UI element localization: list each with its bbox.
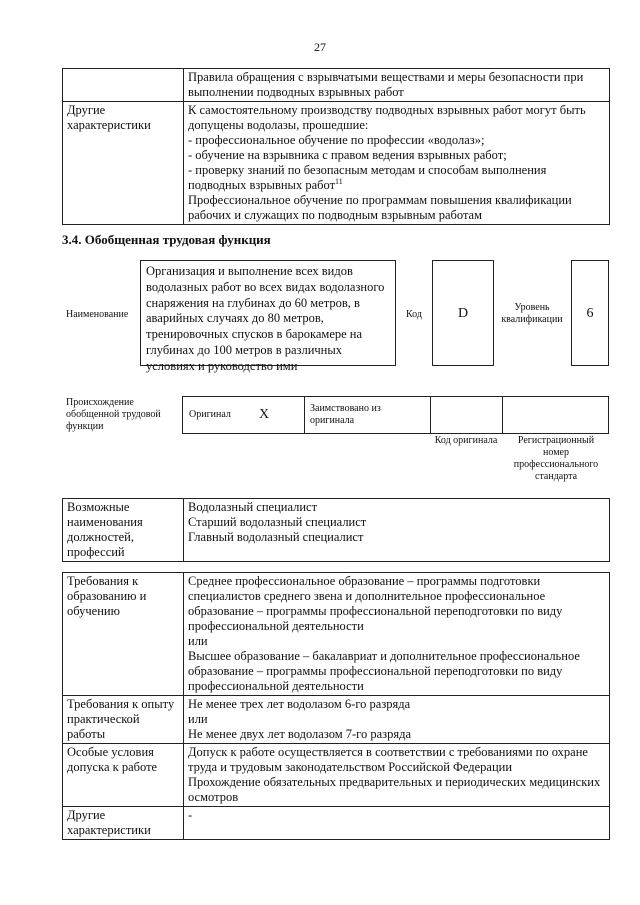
divider — [430, 397, 431, 433]
content-line: Правила обращения с взрывчатыми веществами и меры безопасности при выполнении подводных взрывных работ — [188, 70, 584, 99]
origin-box — [182, 396, 609, 434]
position-item: Водолазный специалист — [188, 500, 318, 514]
original-mark: X — [259, 407, 270, 422]
row-content — [184, 807, 610, 840]
content-line: Допуск к работе осуществляется в соответствии с требованиями по охране труда и трудовым законодательством Российской Федерации — [188, 745, 588, 774]
content-line — [188, 163, 605, 193]
function-name-box: Организация и выполнение всех видов водолазных работ во всех видах водолазного снаряжения на глубинах до 60 метров, в аварийных случаях до 80 метров, тренировочных спусков в барокамере на глубинах до 100 метров в различных условиях и руководство ими — [140, 260, 396, 366]
level-value: 6 — [571, 260, 609, 366]
level-label: Уровень квалификации — [501, 302, 563, 325]
table-row — [63, 807, 610, 840]
characteristics-table-top — [62, 68, 610, 225]
row-label: Требования к опыту практической работы — [63, 696, 184, 744]
row-content — [184, 69, 610, 102]
table-row — [63, 573, 610, 696]
code-label: Код — [406, 309, 422, 320]
reg-caption: Регистрационный номер профессионального стандарта — [513, 435, 599, 482]
row-content — [184, 696, 610, 744]
row-content — [184, 744, 610, 807]
row-label — [63, 69, 184, 102]
content-line: - обучение на взрывника с правом ведения взрывных работ; — [188, 148, 507, 162]
positions-table — [62, 498, 610, 562]
content-line: Не менее двух лет водолазом 7-го разряда — [188, 727, 411, 741]
content-line: Среднее профессиональное образование – программы подготовки специалистов среднего звена и дополнительное профессиональное образование – программы профессиональной переподготовки по виду профессиональной деятельности — [188, 574, 563, 633]
code-caption: Код оригинала — [434, 435, 498, 446]
code-value: D — [432, 260, 494, 366]
row-label: Особые условия допуска к работе — [63, 744, 184, 807]
content-line: Не менее трех лет водолазом 6-го разряда — [188, 697, 411, 711]
content-line: Профессиональное обучение по программам повышения квалификации рабочих и служащих по подводным взрывным работам — [188, 193, 572, 222]
divider — [304, 397, 305, 433]
divider — [502, 397, 503, 433]
content-line: или — [188, 634, 208, 648]
row-content — [184, 499, 610, 562]
page-number: 27 — [314, 40, 326, 54]
name-label: Наименование — [66, 309, 129, 320]
content-text: - проверку знаний по безопасным методам и способам выполнения подводных взрывных работ — [188, 163, 547, 192]
content-line: - профессиональное обучение по профессии «водолаз»; — [188, 133, 485, 147]
table-row — [63, 696, 610, 744]
content-line: К самостоятельному производству подводных взрывных работ могут быть допущены водолазы, прошедшие: — [188, 103, 586, 132]
table-row — [63, 744, 610, 807]
row-label: Требования к образованию и обучению — [63, 573, 184, 696]
row-label: Другие характеристики — [63, 807, 184, 840]
row-content — [184, 573, 610, 696]
content-line: Прохождение обязательных предварительных и периодических медицинских осмотров — [188, 775, 601, 804]
requirements-table — [62, 572, 610, 840]
content-line: - — [188, 808, 193, 822]
position-item: Старший водолазный специалист — [188, 515, 367, 529]
content-line: Высшее образование – бакалавриат и дополнительное профессиональное образование – программы профессиональной переподготовки по виду профессиональной деятельности — [188, 649, 580, 693]
section-heading: 3.4. Обобщенная трудовая функция — [62, 232, 271, 247]
row-content — [184, 102, 610, 225]
row-label: Другие характеристики — [63, 102, 184, 225]
row-label: Возможные наименования должностей, профессий — [63, 499, 184, 562]
position-item: Главный водолазный специалист — [188, 530, 364, 544]
table-row — [63, 69, 610, 102]
footnote-ref: 11 — [335, 176, 343, 186]
content-line: или — [188, 712, 208, 726]
origin-label: Происхождение обобщенной трудовой функции — [66, 397, 161, 432]
table-row — [63, 499, 610, 562]
original-label: Оригинал — [189, 409, 231, 420]
table-row — [63, 102, 610, 225]
borrowed-label: Заимствовано из оригинала — [310, 403, 381, 426]
